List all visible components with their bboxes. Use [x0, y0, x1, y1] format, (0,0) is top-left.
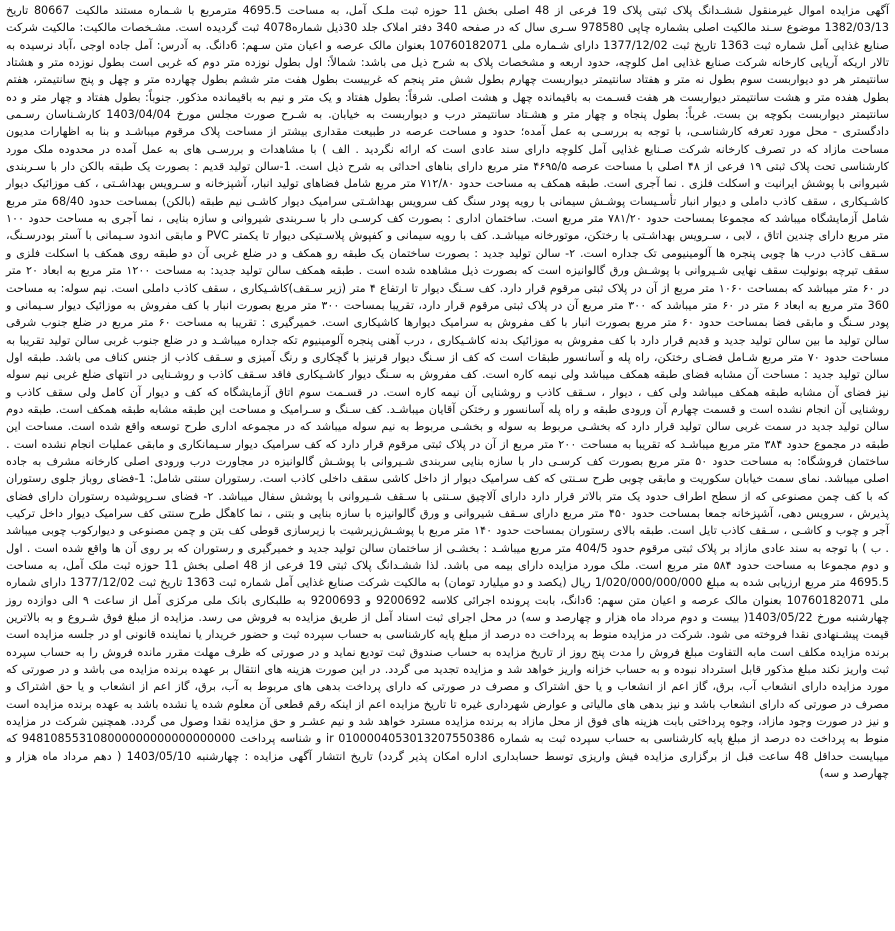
auction-notice-text: آگهی مزایده اموال غیرمنقول ششـدانگ پلاک ثبتی پلاک 19 فرعی از 48 اصلی بخش 11 حوزه ثبت ملـک آمل، به مساحت 4695.5 مترمربع با شـماره مستند مالکیت 80667 تاریخ 1382/03/13 موضوع سـند مالکیت اصلی بشماره چاپی 978580 سـری سال که در صفحه 340 دفتر املاک جلد 30ذیل شماره4078 ثبت گردیده است. مشـخصات مالکیت: مالکیت شرکت صنایع غذایی آمل شماره ثبت 1363 تاریخ ثبت 1377/12/02 دارای شـماره ملی 10760182071 بعنوان مالک عرصه و اعیان متن سـهم: 6دانگ. به آدرس: آمل جاده اوجی ،آباد نرسیده به تالار اریکه آریایی کارخانه شرکت صنایع غذایی امل کلوچه، حدود اربعه و مشخصات پلاک به شرح ذیل می باشد: شمالاً: اول بطول نوزده متر دوم که غربی است بطول نوزده متر و هشتاد سانتیمتر هر دو دیواربست سوم بطول نه متر و هفتاد سانتیمتر دیواربست چهارم بطول شش متر پنجم که غربیست بطول هفت متر ششم بطول چهارده متر و چهل و پنج سانتیمتر، هفتم بطول هفده متر و هشت سانتیمتر دیواربست هر هفت قسـمت به باقیمانده چهل و هشت اصلی. شرقاً: بطول هفتاد و یک متر و نیم به باقیمانده مذکور. جنوباً: بطول هفتاد و چهار متر و ده سانتیمتر دیواربست بکوچه بن بست. غرباً: بطول پنجاه و چهار متر و هشـتاد سانتیمتر درب و دیواربست به خیابان. به شـرح صورت مجلس مورخ 1403/04/04 کارشـناسان رسـمی دادگستری - محل مورد تعرفه کارشناسـی، با توجه به بررسـی به عمل آمده؛ حدود و مساحت عرصه در طبیعت مقداری بیشتر از مساحت پلاک مرقوم میباشـد و بنا به اظهارات مدیون مساحت مازاد که در تصرف کارخانه شرکت صـنایع غذایی آمل کلوچه دارای سند عادی است که ارائه نگردید . الف ) با مشاهدات و بررسـی های به عمل آمده در محدوده ملک مورد کارشناسی تحت پلاک ثبتی ۱۹ فرعی از ۴۸ اصلی با مساحت عرصه ۴۶۹۵/۵ متر مربع دارای بناهای احداثی به شرح ذیل است. 1-سالن تولید قدیم : بصورت یک طبقه بالکن دار با سـربندی شیروانی با پوشش ایرانیت و اسکلت فلزی . نما آجری است. طبقه همکف به مساحت حدود ۷۱۲/۸۰ متر مربع شامل فضاهای تولید انبار، آشپزخانه و سـرویس بهداشـتی ، کف موزائیک دیوار کاشـیکاری ، سقف کاذب داملی و دیوار انبار تأسـیسات پوشـش سیمانی با رویه پودر سنگ کف سرویس بهداشـتی سرامیک دیوار کاشـی نیم طبقه (بالکن) بمساحت حدود 68/40 متر مربع شامل آزمایشگاه میباشد که مجموعا بمساحت حدود ۷۸۱/۲۰ متر مربع است. ساختمان اداری : بصورت کف کرسـی دار با سـربندی شیروانی و سازه بنایی ، نما آجری به مساحت حدود ۱۰۰ متر مربع دارای چندین اتاق ، لابی ، سـرویس بهداشـتی با رختکن، موتورخانه میباشـد. کف با رویه سیمانی و کفپوش پلاسـتیکی دیوار تا یکمتر PVC و مابقی اندود سـیمانی با آستر بودرسـنگ، سـقف کاذب درب ها چوبی پنجره ها آلومینیومی تک جداره است. ۲- سالن تولید جدید : بصورت ساختمان یک طبقه رو همکف و در ضلع غربی آن دو طبقه روی همکف با اسکلت فلزی و سقف تیرچه بونولیت سقف نهایی شـیروانی با پوشـش ورق گالوانیزه است که بصورت ذیل مشاهده شده است . طبقه همکف سالن تولید جدید: به مساحت ۱۲۰۰ متر مربع به ابعاد ۲۰ متر در ۶۰ متر میباشد که بمساحت ۱۰۶۰ متر مربع از آن در پلاک ثبتی مرقوم قرار دارد. کف سـنگ دیوار تا ارتفاع ۴ متر (زیر سـقف)کاشـیکاری ، سقف کاذب داملی است. نیم سوله: به مساحت 360 متر مربع به ابعاد ۶ متر در ۶۰ متر میباشد که ۳۰۰ متر مربع آن در پلاک ثبتی مرقوم قرار دارد، تقریبا بمساحت ۳۰۰ متر مربع بصورت انبار با کف مفروش به موزائیک دیوار سـیمانی و پودر سـنگ و مابقی فضا بمساحت حدود ۶۰ متر مربع بصورت انبار با کف مفروش به سرامیک دیوارها کاشیکاری است. خمیرگیری : تقریبا به مساحت ۶۰ متر مربع در ضلع جنوب شرقی سالن تولید ما بین سالن تولید جدید و قدیم قرار دارد با کف مفروش به موزائیک بدنه کاشـیکاری ، درب آهنی پنجره آلومینیوم تکه جداره میباشـد و در ضلع جنوب غربی سالن تولید تقریبا به مساحت حدود ۷۰ متر مربع شـامل فضـای رختکن، راه پله و آسانسور طبقات است که کف از سـنگ دیوار قرنیز با گچکاری و رنگ آمیزی و سـقف کاذب از جنس کناف می باشد. طبقه اول سالن تولید جدید : مساحت آن مشابه فضای طبقه همکف میباشد ولی نیمه کاره است. کف مفروش به سـنگ دیوار کاشـیکاری فاقد سـقف کاذب و روشـنایی در انتهای ضلع غربی نیم سوله نیز فضای آن مشابه طبقه همکف میباشد ولی کف ، دیوار ، سـقف کاذب و روشنایی آن نیمه کاره است. در قسـمت سوم اتاق آزمایشگاه که کف و دیوار آن کامل ولی سقف کاذب و روشنایی آن انجام نشده است و قسمت چهارم آن ورودی طبقه و راه پله آسانسور و رختکن آقایان میباشـد. کف سـنگ و سـرامیک و مساحت این طبقه مشابه طبقه همکف است. طبقه دوم سالن تولید جدید در سمت غربی سالن تولید قرار دارد که بخشـی مربوط به سوله و بخشـی مربوط به نیم سوله میباشد که در مجموعه اداری طرح توسعه واقع شده است. مساحت این طبقه در مجموع حدود ۳۸۴ متر مربع میباشـد که تقریبا به مساحت ۲۰۰ متر مربع از آن در پلاک ثبتی مرقوم قرار دارد که کف سرامیک دیوار سـیمانکاری و مابقی عملیات انجام نشده است . ساختمان فروشگاه: به مساحت حدود ۵۰ متر مربع بصورت کف کرسـی دار با سازه بنایی سربندی شـیروانی با پوشـش گالوانیزه در مجاورت درب ورودی اصلی کارخانه مشرف به جاده اصلی میباشد. نمای سمت خیابان سکوریت و مابقی چوبی طرح سـنتی که کف سرامیک دیوار از داخل کاشی سقف داخلی کاذب است. رستوران سنتی شامل: 1-فضای روباز جلوی رستوران که با کف چمن مصنوعی که از سطح اطراف حدود یک متر بالاتر قرار دارد دارای آلاچیق سـنتی با سـقف شـیروانی با پوشش سفال میباشد. ۲- فضای سـرپوشیده رستوران دارای فضای پذیرش ، سرویس دهی، آشپزخانه جمعا بمساحت حدود ۴۵۰ متر مربع دارای سـقف شیروانی و ورق گالوانیزه با سازه بنایی و بتنی ، نما کاهگل طرح سنتی کف سرامیک دیوار داخل ترکیب آجر و چوب و کاشـی ، سـقف کاذب تایل است. طبقه بالای رستوران بمساحت حدود ۱۴۰ متر مربع با پوشـش‌زیرشیت با زیرسازی قوطی کف بتن و چمن مصنوعی و دیوارکوب چوبی میباشد . ب ) با توجه به سند عادی مازاد بر پلاک ثبتی مرقوم حدود 404/5 متر مربع میباشـد : بخشـی از ساختمان سالن تولید جدید و خمیرگیری و رستوران که بر روی آن ها واقع شده است . اول و دوم مجموعا به مساحت حدود ۵۸۴ متر مربع است. ملک مورد مزایده دارای بیمه می باشد. لذا ششـدانگ پلاک ثبتی 19 فرعی از 48 اصلی بخش 11 حوزه ثبت ملک آمل، به مساحت 4695.5 متر مربع ارزیابی شده به مبلغ 1/020/000/000/000 ریال (یکصد و دو میلیارد تومان) به مالکیت شرکت صنایع غذایی آمل شماره ثبت 1363 تاریخ ثبت 1377/12/02 دارای شماره ملی 10760182071 بعنوان مالک عرصه و اعیان متن سهم: 6دانگ، بابت پرونده اجرائی کلاسه 9200692 و 9200693 به طلبکاری بانک ملی مرکزی آمل از ساعت ۹ الی دوازده روز چهارشنبه مورخ 1403/05/22( بیست و دوم مرداد ماه هزار و چهارصد و سه) در محل اجرای ثبت اسناد آمل از طریق مزایده به فروش می رسد. مزایده از مبلغ فوق شـروع و به بالاترین قیمت پیشـنهادی نقدا فروخته می شود. شرکت در مزایده منوط به پرداخت ده درصد از مبلغ پایه کارشناسی به حساب سپرده ثبت و حضور خریدار یا نماینده قانونی او در جلسه مزایده است برنده مزایده مکلف است مابه التفاوت مبلغ فروش را مدت پنج روز از تاریخ مزایده به حساب صندوق ثبت تودیع نماید و در صورتی که ظرف مهلت مقرر مانده فروش را به حساب سپرده ثبت واریز نکند مبلغ مذکور قابل استرداد نبوده و به حساب خزانه واریز خواهد شد و مزایده تجدید می گردد. در این صورت هزینه های انتقال بر عهده برنده مزایده می باشد و در صورتی که مورد مزایده دارای انشعاب آب، برق، گاز اعم از انشعاب و یا حق اشتراک و مصرف در صورتی که دارای پرداخت بدهی های مربوط به آب، برق، گاز اعم از انشعاب و یا حق اشتراک و مصرف در صورتی که دارای انشعاب باشد و نیز بدهی های مالیاتی و عوارض شهرداری غیره تا تاریخ مزایده اعم از اینکه رقم قطعی آن معلوم شده یا نشده باشد به عهده برنده مزایده است و نیز در صورت وجود مازاد، وجوه پرداختی بابت هزینه های فوق از محل مازاد به برنده مزایده مسترد خواهد شد و نیم عشـر و حق مزایده نقدا وصول می گردد. همچنین شرکت در مزایده منوط به پرداخت ده درصد از مبلغ پایه کارشناسی به حساب سپرده ثبت به شماره 0100004053013207550386 ir و شناسه پرداخت 948108553108000000000000000000 که میبایست حداقل 48 ساعت قبل از برگزاری مزایده فیش واریزی توسط حسابداری اداره امکان پذیر گردد) تاریخ انتشار آگهی مزایده : چهارشنبه 1403/05/10 ( دهم مرداد ماه هزار و چهارصد و سه) [6, 4, 890, 781]
